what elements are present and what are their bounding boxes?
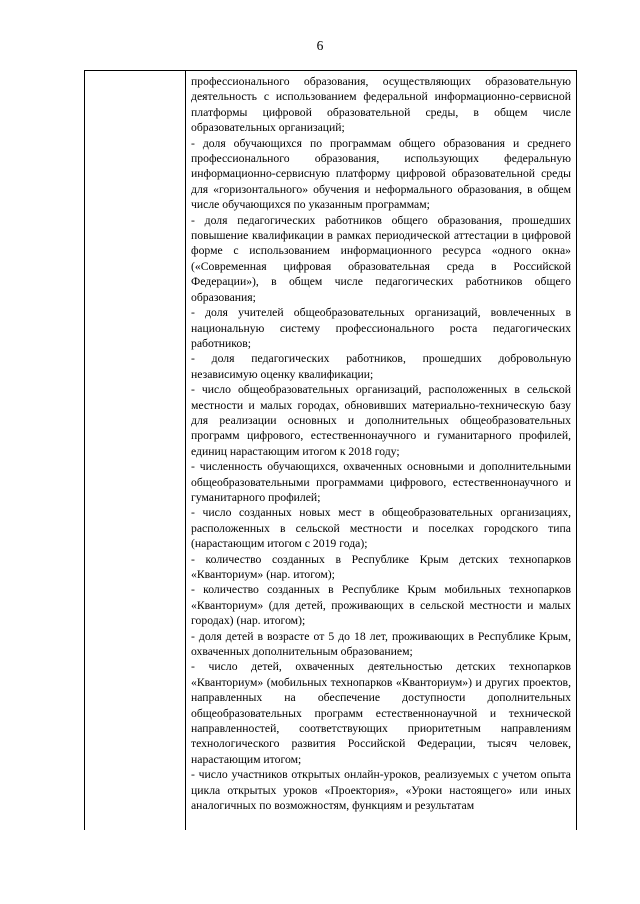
table-right-cell xyxy=(186,71,576,814)
indicators-table xyxy=(84,70,577,830)
indicator-paragraph: - доля обучающихся по программам общего образования и среднего профессионального образования, использующих федеральную информационно-сервисную платформу цифровой образовательной среды для «горизонтального» обучения и неформального образования, в общем числе обучающихся по указанным программам; xyxy=(191,136,571,212)
indicator-paragraph: - количество созданных в Республике Крым мобильных технопарков «Кванториум» (для детей, проживающих в сельской местности и малых городах) (нар. итогом); xyxy=(191,583,571,628)
table-left-cell xyxy=(85,71,186,830)
indicator-paragraph: профессионального образования, осуществляющих образовательную деятельность с использованием федеральной информационно-сервисной платформы цифровой образовательной среды, в общем числе образовательных организаций; xyxy=(191,75,571,135)
indicator-paragraph: - доля детей в возрасте от 5 до 18 лет, проживающих в Республике Крым, охваченных дополнительным образованием; xyxy=(191,629,571,659)
indicator-paragraph: - доля учителей общеобразовательных организаций, вовлеченных в национальную систему профессионального роста педагогических работников; xyxy=(191,306,571,350)
indicator-paragraph: - число участников открытых онлайн-уроков, реализуемых с учетом опыта цикла открытых уроков «Проектория», «Уроки настоящего» или иных аналогичных по возможностям, функциям и результатам xyxy=(191,768,571,813)
indicator-paragraph: - число детей, охваченных деятельностью детских технопарков «Кванториум» (мобильных технопарков «Кванториум») и других проектов, направленных на обеспечение доступности дополнительных общеобразовательных программ естественнонаучной и технической направленностей, соответствующих приоритетным направлениям технологического развития Российской Федерации, тысяч человек, нарастающим итогом; xyxy=(191,660,571,766)
indicator-paragraph: - число созданных новых мест в общеобразовательных организациях, расположенных в сельской местности и поселках городского типа (нарастающим итогом с 2019 года); xyxy=(191,506,571,551)
indicator-paragraph: - количество созданных в Республике Крым детских технопарков «Кванториум» (нар. итогом); xyxy=(191,552,571,581)
page-number: 6 xyxy=(316,38,324,53)
indicator-paragraph: - число общеобразовательных организаций, расположенных в сельской местности и малых городах, обновивших материально-техническую базу для реализации основных и дополнительных общеобразовательных программ цифрового, естественнонаучного и гуманитарного профилей, единиц нарастающим итогом к 2018 году; xyxy=(191,383,571,458)
indicator-paragraph: - доля педагогических работников, прошедших добровольную независимую оценку квалификации; xyxy=(191,352,571,381)
indicator-paragraph: - доля педагогических работников общего образования, прошедших повышение квалификации в рамках периодической аттестации в цифровой форме с использованием информационного ресурса «одного окна» («Современная цифровая образовательная среда в Российской Федерации»), в общем числе педагогических работников общего образования; xyxy=(191,213,571,304)
indicator-paragraph: - численность обучающихся, охваченных основными и дополнительными общеобразовательными программами цифрового, естественнонаучного и гуманитарного профилей; xyxy=(191,460,571,504)
